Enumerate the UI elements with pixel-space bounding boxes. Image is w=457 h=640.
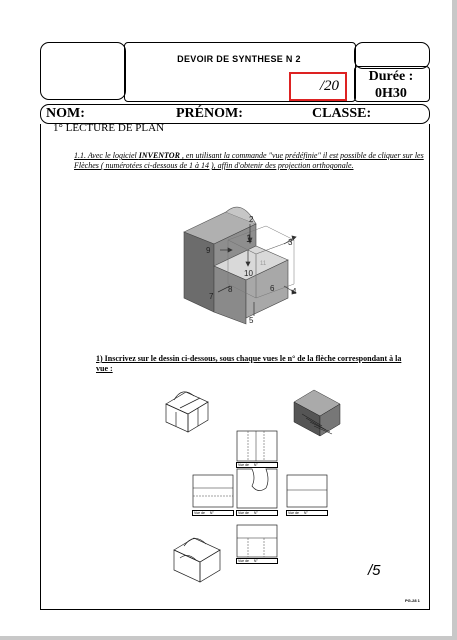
isometric-sketch-bottom — [170, 530, 234, 586]
exam-title: DEVOIR DE SYNTHESE N 2 — [177, 54, 301, 64]
instruction-part1: 1.1. Avec le logiciel — [74, 151, 139, 160]
isometric-part-figure — [176, 194, 304, 334]
ortho-view-front — [236, 468, 278, 510]
duration-block — [355, 68, 427, 102]
arrow-num-6: 6 — [270, 284, 275, 293]
page-shadow-right — [452, 0, 457, 640]
arrow-num-10: 10 — [244, 269, 253, 278]
view-label-5: Vue de N° — [236, 558, 278, 564]
instruction-software: INVENTOR — [138, 151, 180, 160]
header-left-box — [40, 42, 126, 100]
arrow-num-7: 7 — [209, 292, 214, 301]
ortho-view-top — [236, 430, 278, 464]
isometric-shaded-right — [288, 384, 348, 442]
arrow-num-4: 4 — [292, 287, 297, 296]
header-right-top-box — [354, 42, 430, 69]
duration-value: 0H30 — [375, 86, 407, 101]
field-nom: NOM: — [46, 106, 85, 121]
field-classe: CLASSE: — [312, 106, 372, 121]
arrow-num-5: 5 — [249, 316, 254, 325]
page-reference: PG-28 1 — [405, 598, 420, 603]
ortho-view-left — [192, 474, 234, 510]
field-prenom: PRÉNOM: — [176, 106, 243, 121]
ortho-view-bottom — [236, 524, 278, 558]
view-label-3: Vue de N° — [236, 510, 278, 516]
view-label-4: Vue de N° — [286, 510, 328, 516]
view-label-2: Vue de N° — [192, 510, 234, 516]
arrow-num-11: 11 — [260, 261, 267, 267]
instruction-text — [74, 151, 426, 171]
total-score-box: /20 — [289, 72, 347, 101]
arrow-num-8: 8 — [228, 285, 233, 294]
isometric-sketch-top — [160, 382, 220, 440]
page-shadow-bottom — [0, 636, 457, 640]
question-score: /5 — [368, 562, 381, 579]
instruction-part2: , en utilisant la commande "vue prédéfinie" il est possible de cliquer sur les Flèches ( numérotées ci-dessous de 1 à 14 ), affin d'obtenir des projection orthogonale. — [74, 151, 424, 170]
section-title: 1° LECTURE DE PLAN — [53, 122, 165, 134]
arrow-num-2: 2 — [249, 215, 254, 224]
duration-label: Durée : — [368, 69, 414, 84]
arrow-num-9: 9 — [206, 246, 211, 255]
arrow-num-3: 3 — [288, 238, 293, 247]
ortho-view-right — [286, 474, 328, 510]
view-label-1: Vue de N° — [236, 462, 278, 468]
question-1-text: 1) Inscrivez sur le dessin ci-dessous, sous chaque vues le n° de la flèche correspondant à la vue : — [96, 354, 402, 373]
arrow-num-1: 1 — [246, 233, 253, 245]
